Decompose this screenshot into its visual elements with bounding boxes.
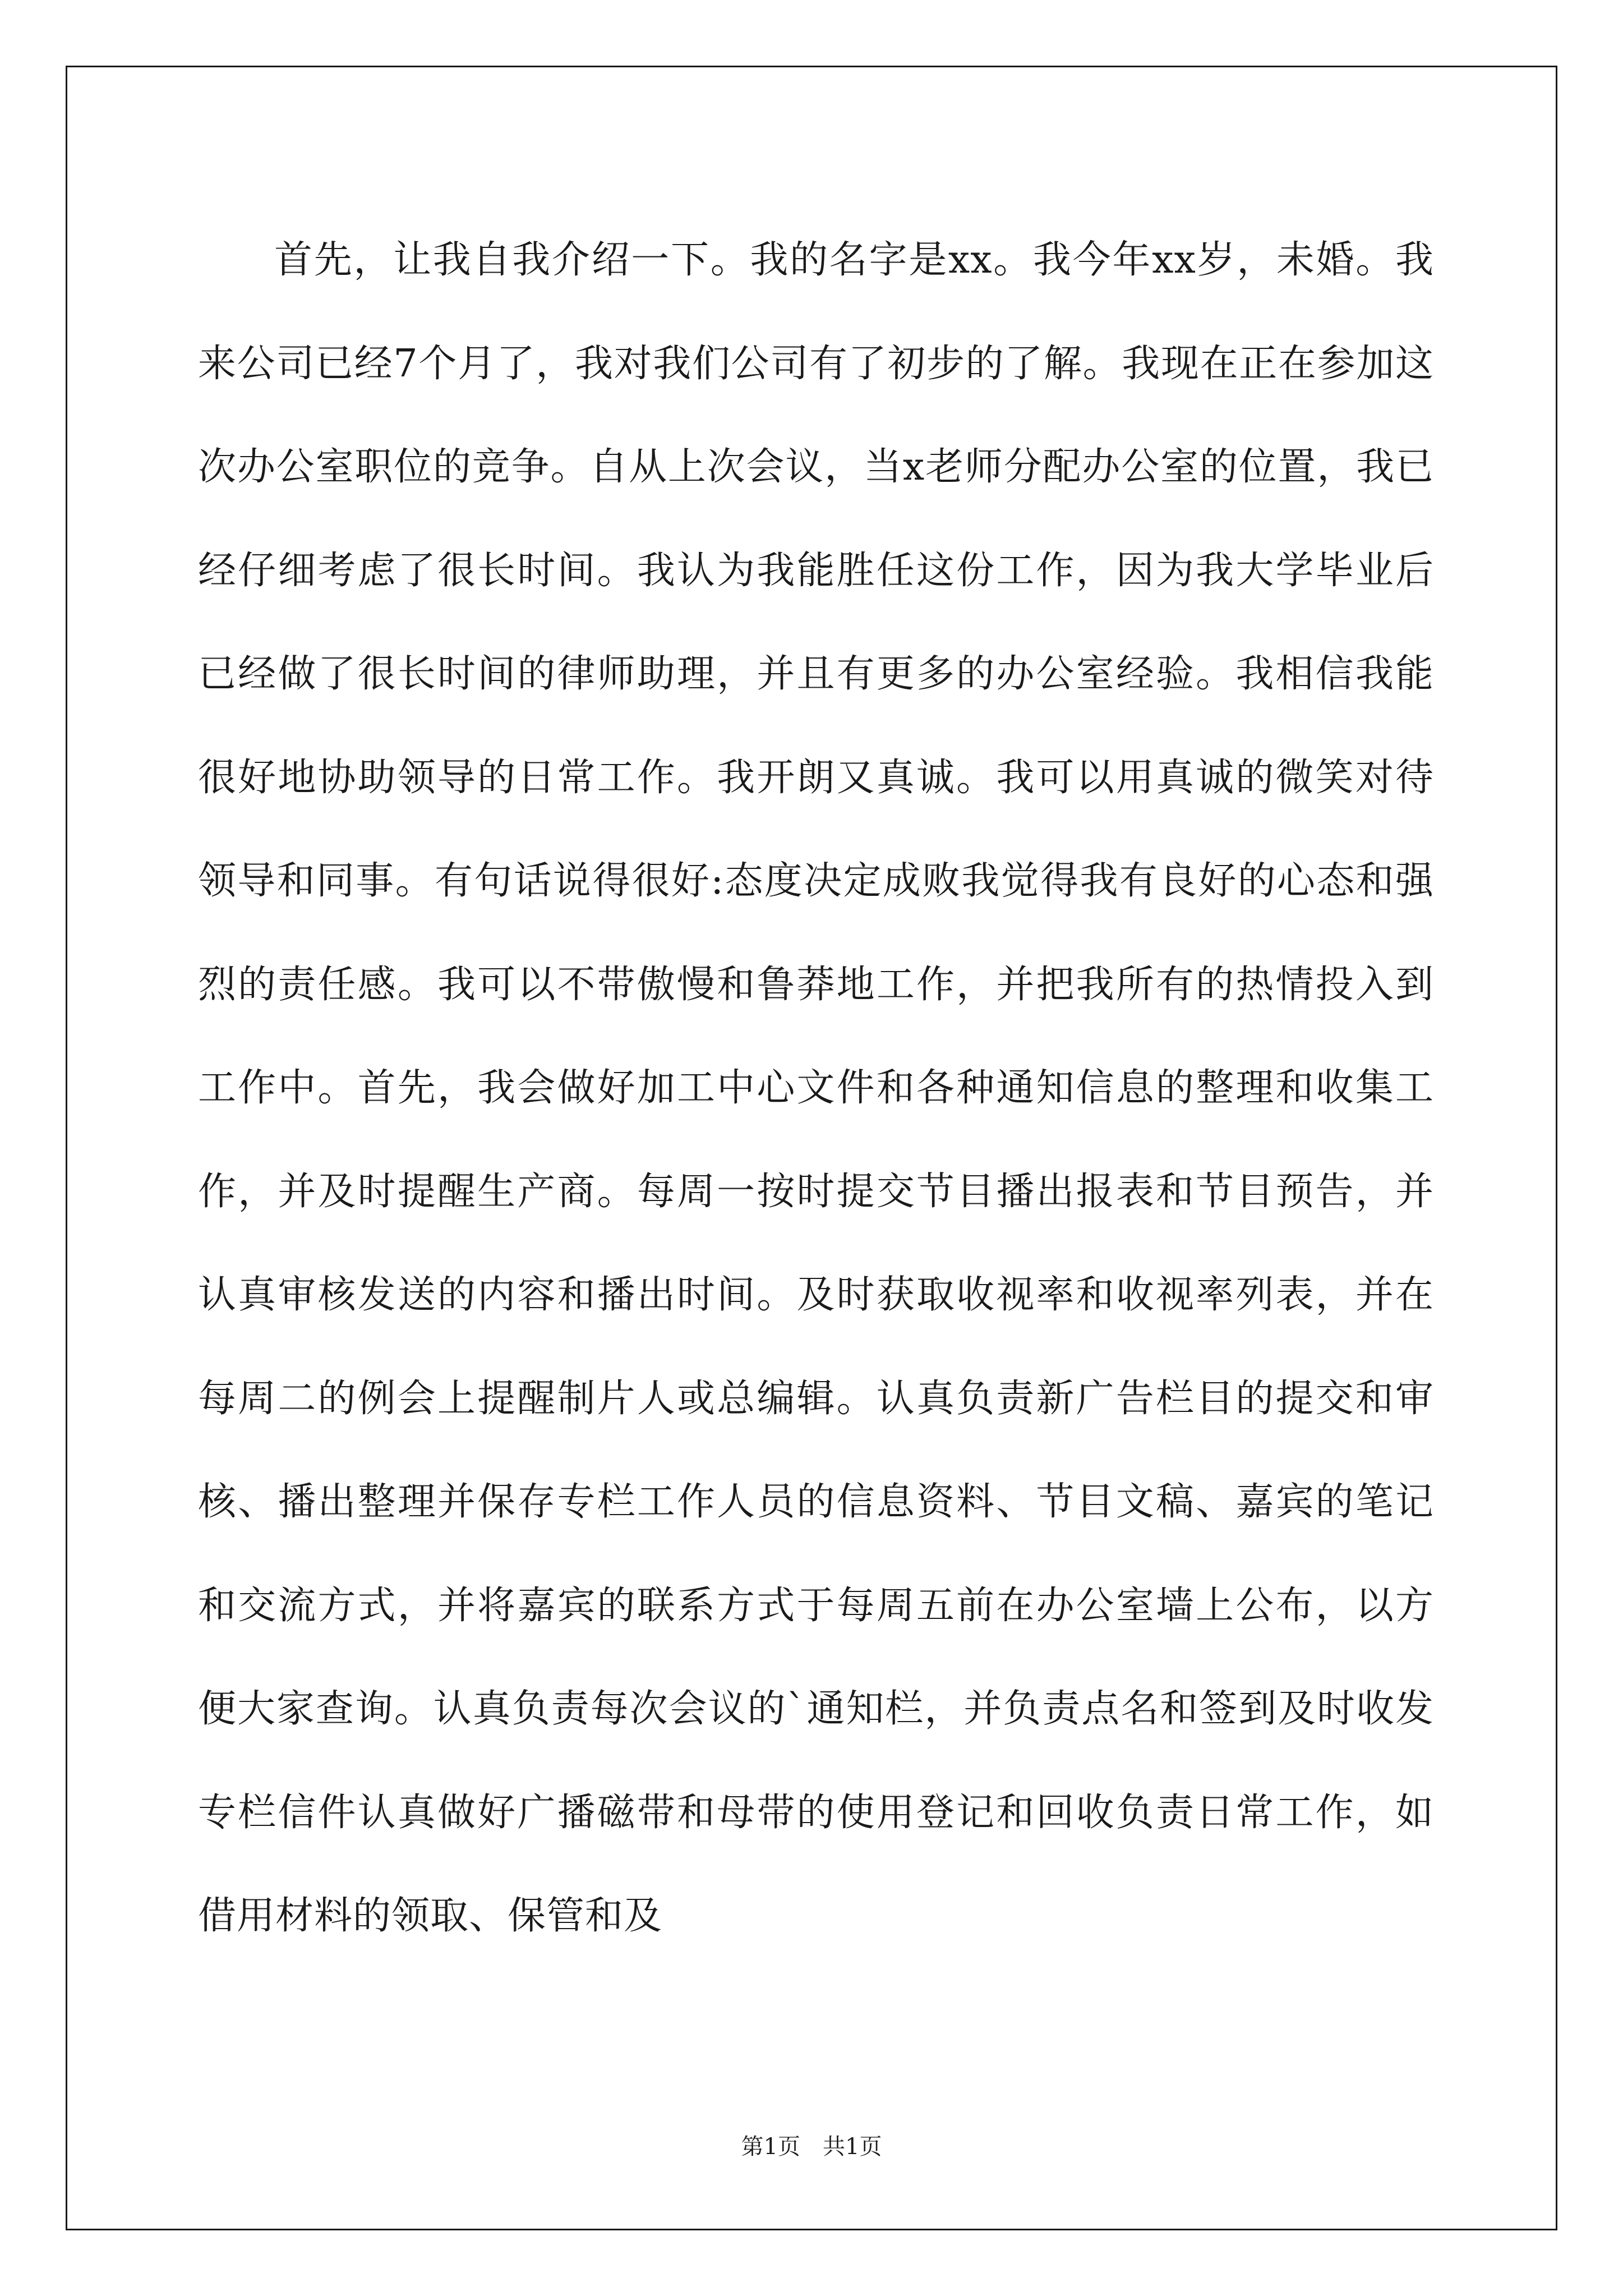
page-footer: 第1页 共1页 [741,2134,882,2160]
body-paragraph: 首先，让我自我介绍一下。我的名字是xx。我今年xx岁，未婚。我来公司已经7个月了，我对我们公司有了初步的了解。我现在正在参加这次办公室职位的竞争。自从上次会议，当x老师分配办公室的位置，我已经仔细考虑了很长时间。我认为我能胜任这份工作，因为我大学毕业后已经做了很长时间的律师助理，并且有更多的办公室经验。我相信我能很好地协助领导的日常工作。我开朗又真诚。我可以用真诚的微笑对待领导和同事。有句话说得很好:态度决定成败我觉得我有良好的心态和强烈的责任感。我可以不带傲慢和鲁莽地工作，并把我所有的热情投入到工作中。首先，我会做好加工中心文件和各种通知信息的整理和收集工作，并及时提醒生产商。每周一按时提交节目播出报表和节目预告，并认真审核发送的内容和播出时间。及时获取收视率和收视率列表，并在每周二的例会上提醒制片人或总编辑。认真负责新广告栏目的提交和审核、播出整理并保存专栏工作人员的信息资料、节目文稿、嘉宾的笔记和交流方式，并将嘉宾的联系方式于每周五前在办公室墙上公布，以方便大家查询。认真负责每次会议的`通知栏，并负责点名和签到及时收发专栏信件认真做好广播磁带和母带的使用登记和回收负责日常工作，如借用材料的领取、保管和及 [198,238,1434,1938]
